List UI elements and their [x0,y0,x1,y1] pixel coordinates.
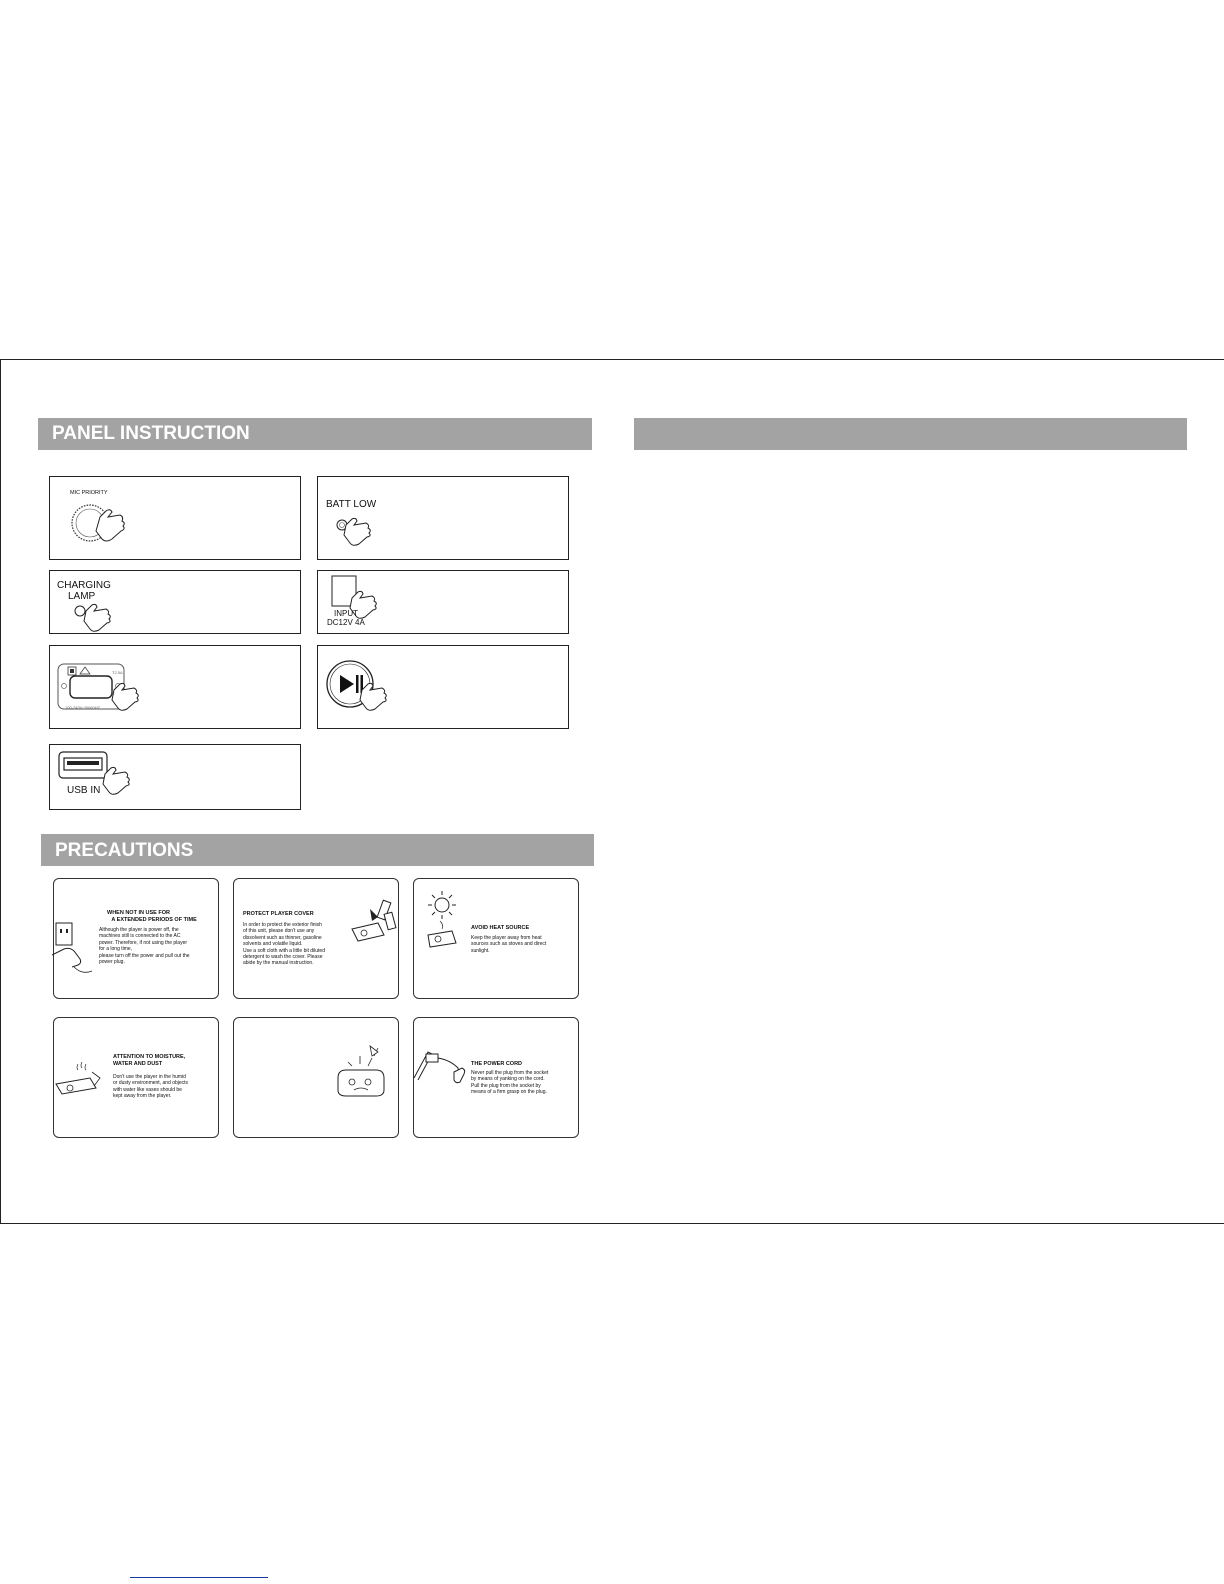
panel-instruction-header: PANEL INSTRUCTION [38,418,592,450]
batt-low-panel [317,476,569,560]
precaution-3-text: Keep the player away from heat sources such as stoves and direct sunlight. [471,935,547,954]
precaution-3-title: AVOID HEAT SOURCE [471,925,530,931]
precaution-card-heat [413,878,579,999]
dropped-player-icon [334,1044,390,1104]
mic-priority-label: MIC PRIORITY [70,490,108,496]
precaution-card-unplug [53,878,219,999]
play-pause-panel [317,645,569,729]
mic-priority-panel [49,476,301,560]
precaution-1-text: Although the player is power off, the machines still is connected to the AC power. Therefore, if not using the player for a long time, please turn off the power and pull out the power plug. [99,927,190,966]
input-label-line1: INPUT [334,609,358,618]
input-label-line2: DC12V 4A [327,618,365,627]
ac-socket-icon [58,654,208,724]
precaution-2-text: In order to protect the exterior finish of this unit, please don't use any dissolvent such as thinner, gasoline solvents and volatile liquid. Use a soft cloth with a little bit diluted detergent to wash the cover. Please abide by the manual instruction. [243,922,325,967]
usb-in-label: USB IN [67,785,101,796]
precaution-4-title: ATTENTION TO MOISTURE, WATER AND DUST [113,1054,186,1067]
play-pause-button-icon [326,660,426,730]
precaution-4-text: Don't use the player in the humid or dusty environment, and objects with water like vases should be kept away from the player. [113,1074,189,1100]
ac-fuse-label: T2.5A [112,670,123,675]
precaution-card-power-cord [413,1017,579,1138]
right-section-header [634,418,1187,450]
precaution-6-text: Never pull the plug from the socket by means of yanking on the cord. Pull the plug from the socket by means of a firm grasp on the plug. [471,1070,549,1096]
sun-heat-icon [418,891,468,961]
precaution-card-moisture [53,1017,219,1138]
usb-in-panel [49,744,301,810]
ac-socket-rating: 100-240V~50/60HZ [65,705,101,710]
precaution-card-shock [233,1017,399,1138]
bottom-link-underline [130,1577,268,1578]
wet-player-icon [54,1060,114,1100]
precaution-2-title: PROTECT PLAYER COVER [243,911,314,917]
cleaning-player-icon [350,897,400,947]
charging-lamp-panel [49,570,301,634]
pulling-plug-icon [414,1038,470,1098]
batt-low-indicator-icon [332,513,412,563]
dc-input-panel [317,570,569,634]
mic-priority-knob-icon [66,495,156,555]
precaution-card-cover [233,878,399,999]
ac-power-socket-panel [49,645,301,729]
precaution-6-title: THE POWER CORD [471,1061,523,1067]
charging-lamp-label-line2: LAMP [68,591,96,602]
precautions-header: PRECAUTIONS [41,834,594,866]
charging-lamp-indicator-icon [72,599,152,639]
charging-lamp-label-line1: CHARGING [57,580,111,591]
batt-low-label: BATT LOW [326,499,377,510]
precaution-1-title: WHEN NOT IN USE FOR A EXTENDED PERIODS OF TIME [107,910,197,923]
